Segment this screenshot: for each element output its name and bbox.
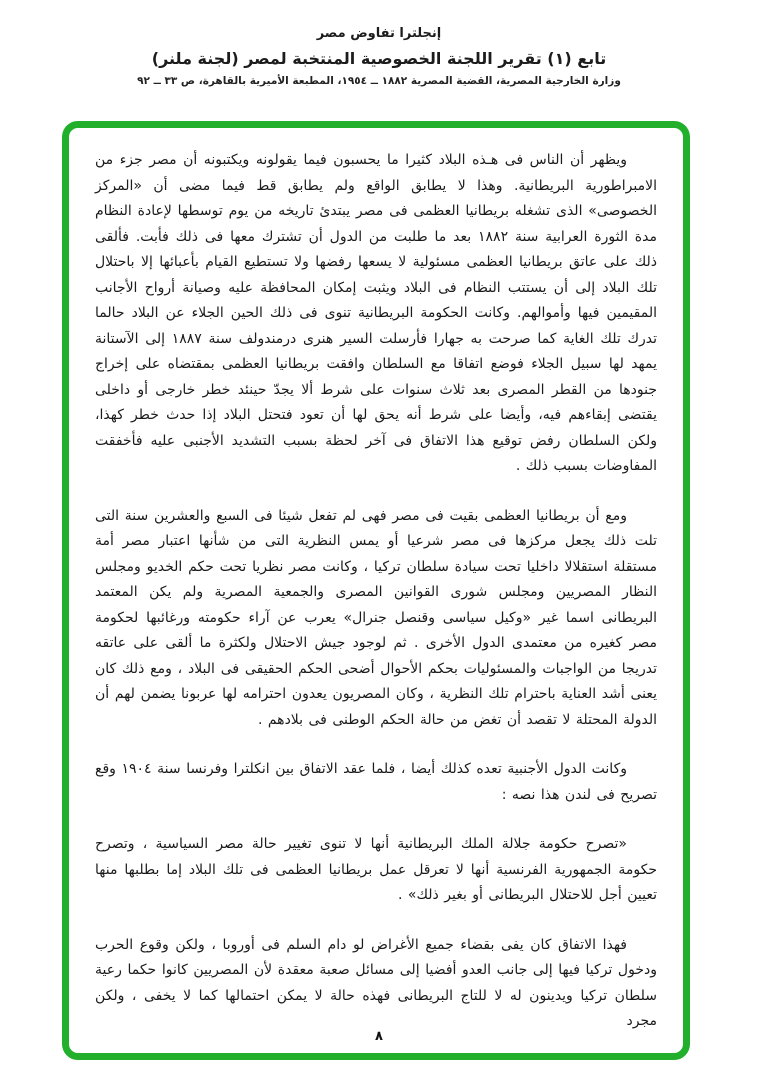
page-number: ٨ [375,1029,383,1044]
body-paragraph-2: ومع أن بريطانيا العظمى بقيت فى مصر فهى لم تفعل شيئا فى السبع والعشرين سنة التى تلت ذلك يجعل مركزها فى مصر شرعيا أو يمس النظرية التى من شأنها اعتبار مصر أمة مستقلة استقلالا داخليا تحت سيادة سلطان تركيا ، وكانت مصر نظريا تحت حكم الخديو ومجلس النظار المصريين ومجلس شورى القوانين المصرى والجمعية المصرية ولم يكن المعتمد البريطانى اسما غير «وكيل سياسى وقنصل جنرال» يعرب عن آراء حكومته ورغائبها لحكومة مصر كغيره من معتمدى الدول الأخرى . ثم لوجود جيش الاحتلال ولكثرة ما ألقى على عاتقه تدريجا من الواجبات والمسئوليات بحكم الأحوال أضحى الحكم الحقيقى فى البلاد ، ومع ذلك كان يعنى أشد العناية باحترام تلك النظرية ، وكان المصريون يعدون احترامه لها عربونا يضمن لهم أن الدولة المحتلة لا تقصد أن تغض من حالة الحكم الوطنى فى بلادهم . [95,507,657,728]
document-subtitle: تابع (١) تقرير اللجنة الخصوصية المنتخبة لمصر (لجنة ملنر) [151,49,607,68]
body-paragraph-3: وكانت الدول الأجنبية تعده كذلك أيضا ، فلما عقد الاتفاق بين انكلترا وفرنسا سنة ١٩٠٤ وقع تصريح فى لندن هذا نصه : [95,761,657,803]
document-source-line: وزارة الخارجية المصرية، القضية المصرية ١٨٨٢ ــ ١٩٥٤، المطبعة الأميرية بالقاهرة، ص ٣٣ ــ ٩٢ [137,75,621,87]
body-paragraph-1: ويظهر أن الناس فى هـذه البلاد كثيرا ما يحسبون فيما يقولونه ويكتبونه أن مصر جزء من الامبراطورية البريطانية. وهذا لا يطابق الواقع ولم يطابق قط فيما مضى أن «المركز الخصوصى» الذى تشغله بريطانيا العظمى فى مصر يبتدئ تاريخه من يوم توسطها لإعادة النظام مدة الثورة العرابية سنة ١٨٨٢ بعد ما طلبت من الدول أن تشترك معها فى ذلك فأبت. فألقى ذلك على عاتق بريطانيا العظمى مسئولية لا يسعها رفضها ولا تستطيع القيام بأعبائها إلا باحتلال تلك البلاد إلى أن يستتب النظام فى البلاد ويثبت إمكان المحافظة عليه وصيانة أرواح الأجانب المقيمين فيها وأموالهم. وكانت الحكومة البريطانية تنوى فى ذلك الحين الجلاء عن البلاد حالما تدرك تلك الغاية كما صرحت به جهارا فأرسلت السير هنرى درمندولف سنة ١٨٨٧ إلى الآستانة يمهد لها سبيل الجلاء فوضع اتفاقا مع السلطان وافقت بريطانيا العظمى بمقتضاه على إخراج جنودها من القطر المصرى بعد ثلاث سنوات على شرط ألا يجدّ حينئد خطر خارجى أو داخلى يقتضى إبقاءهم فيه، وأيضا على شرط أنه يحق لها أن تعود فتحتل البلاد إذا حدث خطر كهذا، ولكن السلطان رفض توقيع هذا الاتفاق فى آخر لحظة بسبب التشديد الأجنبى عليه فأخفقت المفاوضات بسبب ذلك . [95,152,657,474]
document-header [0,0,758,87]
document-title: إنجلترا تفاوض مصر [316,26,442,41]
green-border-text-frame [62,121,690,1060]
body-paragraph-5: فهذا الاتفاق كان يفى بقضاء جميع الأغراض لو دام السلم فى أوروبا ، ولكن وقوع الحرب ودخول تركيا فيها إلى جانب العدو أفضيا إلى مسائل صعبة معقدة لأن المصريين كانوا حكما رعية سلطان تركيا ويدينون له لا للتاج البريطانى فهذه حالة لا يمكن احتمالها كما لا يخفى ، ولكن مجرد [95,936,657,1029]
body-paragraph-4-quote: «تصرح حكومة جلالة الملك البريطانية أنها لا تنوى تغيير حالة مصر السياسية ، وتصرح حكومة الجمهورية الفرنسية أنها لا تعرقل عمل بريطانيا العظمى فى تلك البلاد إما بطلبها منها تعيين أجل للاحتلال البريطانى أو بغير ذلك» . [95,836,657,903]
